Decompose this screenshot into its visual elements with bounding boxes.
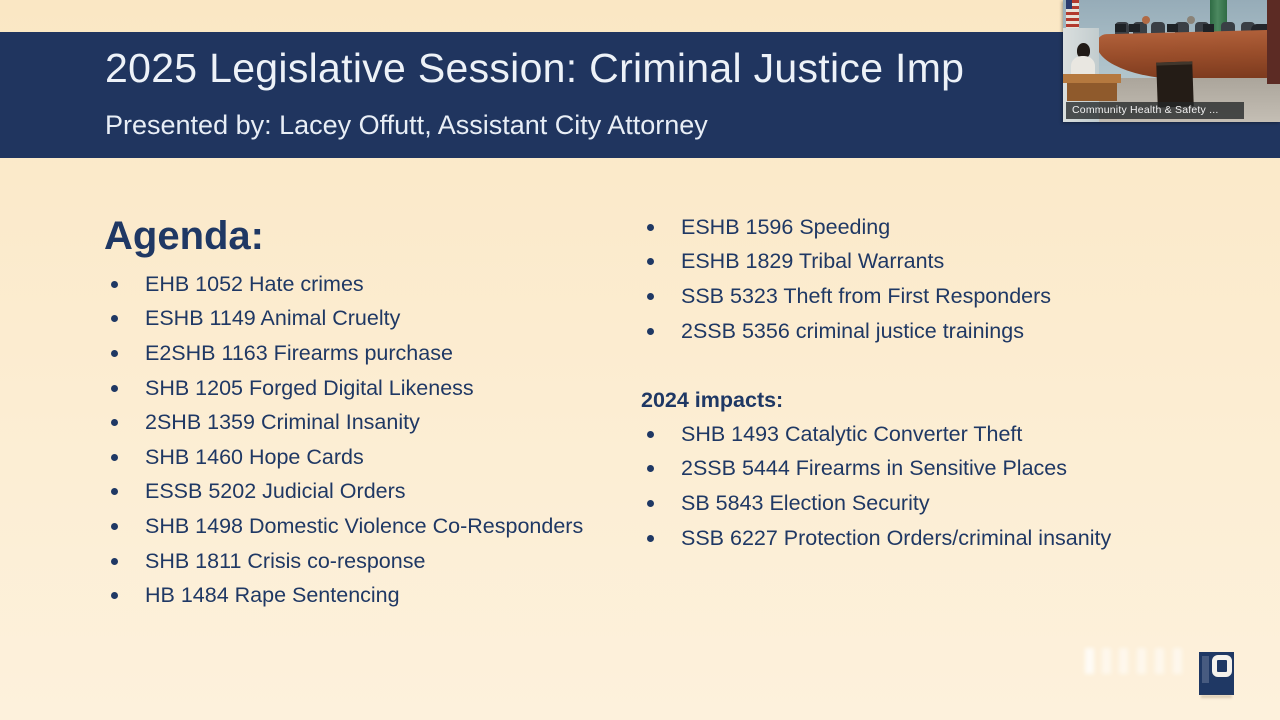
monitor	[1129, 24, 1140, 32]
us-flag-canton	[1066, 0, 1072, 9]
bills-2025-list	[640, 210, 1051, 348]
list-item-label: SHB 1498 Domestic Violence Co-Responders	[145, 513, 584, 538]
list-item	[104, 336, 583, 371]
bullet-icon	[111, 488, 118, 495]
list-item-label: SHB 1205 Forged Digital Likeness	[145, 375, 474, 400]
bullet-icon	[111, 454, 118, 461]
list-item-label: SSB 5323 Theft from First Responders	[681, 283, 1052, 308]
monitor	[1203, 24, 1214, 32]
list-item	[640, 452, 1111, 487]
bullet-icon	[111, 281, 118, 288]
list-item-label: HB 1484 Rape Sentencing	[145, 583, 400, 608]
list-item	[104, 302, 583, 337]
wood-wall-panel	[1267, 0, 1280, 84]
list-item	[640, 521, 1111, 556]
bullet-icon	[647, 328, 654, 335]
list-item-label: 2SSB 5356 criminal justice trainings	[681, 318, 1024, 343]
slide-title: 2025 Legislative Session: Criminal Justice Imp	[105, 45, 965, 91]
list-item	[640, 417, 1111, 452]
logo-shadow	[1201, 695, 1232, 698]
list-item-label: E2SHB 1163 Firearms purchase	[145, 340, 453, 365]
presenter-desk	[1067, 83, 1117, 101]
list-item-label: EHB 1052 Hate crimes	[145, 271, 364, 296]
bullet-icon	[111, 315, 118, 322]
list-item	[104, 578, 583, 613]
list-item-label: ESSB 5202 Judicial Orders	[145, 479, 406, 504]
bullet-icon	[111, 523, 118, 530]
list-item	[104, 267, 583, 302]
bullet-icon	[111, 592, 118, 599]
list-item	[104, 475, 583, 510]
list-item-label: 2SSB 5444 Firearms in Sensitive Places	[681, 456, 1067, 481]
bullet-icon	[647, 224, 654, 231]
list-item	[104, 440, 583, 475]
slide-subtitle: Presented by: Lacey Offutt, Assistant City Attorney	[105, 110, 708, 140]
list-item	[640, 245, 1051, 280]
presenter-desk	[1063, 74, 1121, 83]
list-item-label: SHB 1460 Hope Cards	[145, 444, 364, 469]
list-item-label: 2SHB 1359 Criminal Insanity	[145, 410, 420, 435]
list-item-label: SHB 1811 Crisis co-response	[145, 548, 426, 573]
list-item	[640, 314, 1051, 349]
monitor	[1115, 24, 1126, 32]
bullet-icon	[111, 350, 118, 357]
webcam-video-overlay[interactable]	[1063, 0, 1280, 122]
video-caption: Community Health & Safety ...	[1066, 102, 1244, 119]
bullet-icon	[647, 431, 654, 438]
bullet-icon	[647, 465, 654, 472]
list-item	[640, 210, 1051, 245]
bullet-icon	[647, 500, 654, 507]
list-item	[104, 509, 583, 544]
list-item-label: SB 5843 Election Security	[681, 490, 930, 515]
agenda-heading: Agenda:	[104, 214, 264, 258]
bullet-icon	[111, 385, 118, 392]
list-item	[104, 544, 583, 579]
bills-2024-list	[640, 417, 1111, 555]
bullet-icon	[647, 258, 654, 265]
list-item-label: SSB 6227 Protection Orders/criminal insanity	[681, 525, 1112, 550]
list-item-label: ESHB 1829 Tribal Warrants	[681, 249, 945, 274]
list-item	[640, 486, 1111, 521]
council-member	[1142, 16, 1150, 24]
faint-watermark	[1085, 646, 1197, 680]
list-item-label: ESHB 1596 Speeding	[681, 214, 891, 239]
monitor	[1167, 24, 1178, 32]
list-item	[640, 279, 1051, 314]
logo-stripe	[1202, 656, 1209, 683]
bullet-icon	[647, 293, 654, 300]
impacts-2024-heading: 2024 impacts:	[641, 388, 784, 412]
list-item	[104, 371, 583, 406]
list-item	[104, 405, 583, 440]
bullet-icon	[111, 558, 118, 565]
bullet-icon	[111, 419, 118, 426]
logo-glyph	[1212, 655, 1232, 677]
agenda-list	[104, 267, 583, 613]
list-item-label: SHB 1493 Catalytic Converter Theft	[681, 421, 1023, 446]
display-easel	[1156, 61, 1194, 107]
bullet-icon	[647, 535, 654, 542]
council-member	[1187, 16, 1195, 24]
list-item-label: ESHB 1149 Animal Cruelty	[145, 306, 401, 331]
city-logo-icon	[1199, 652, 1234, 695]
